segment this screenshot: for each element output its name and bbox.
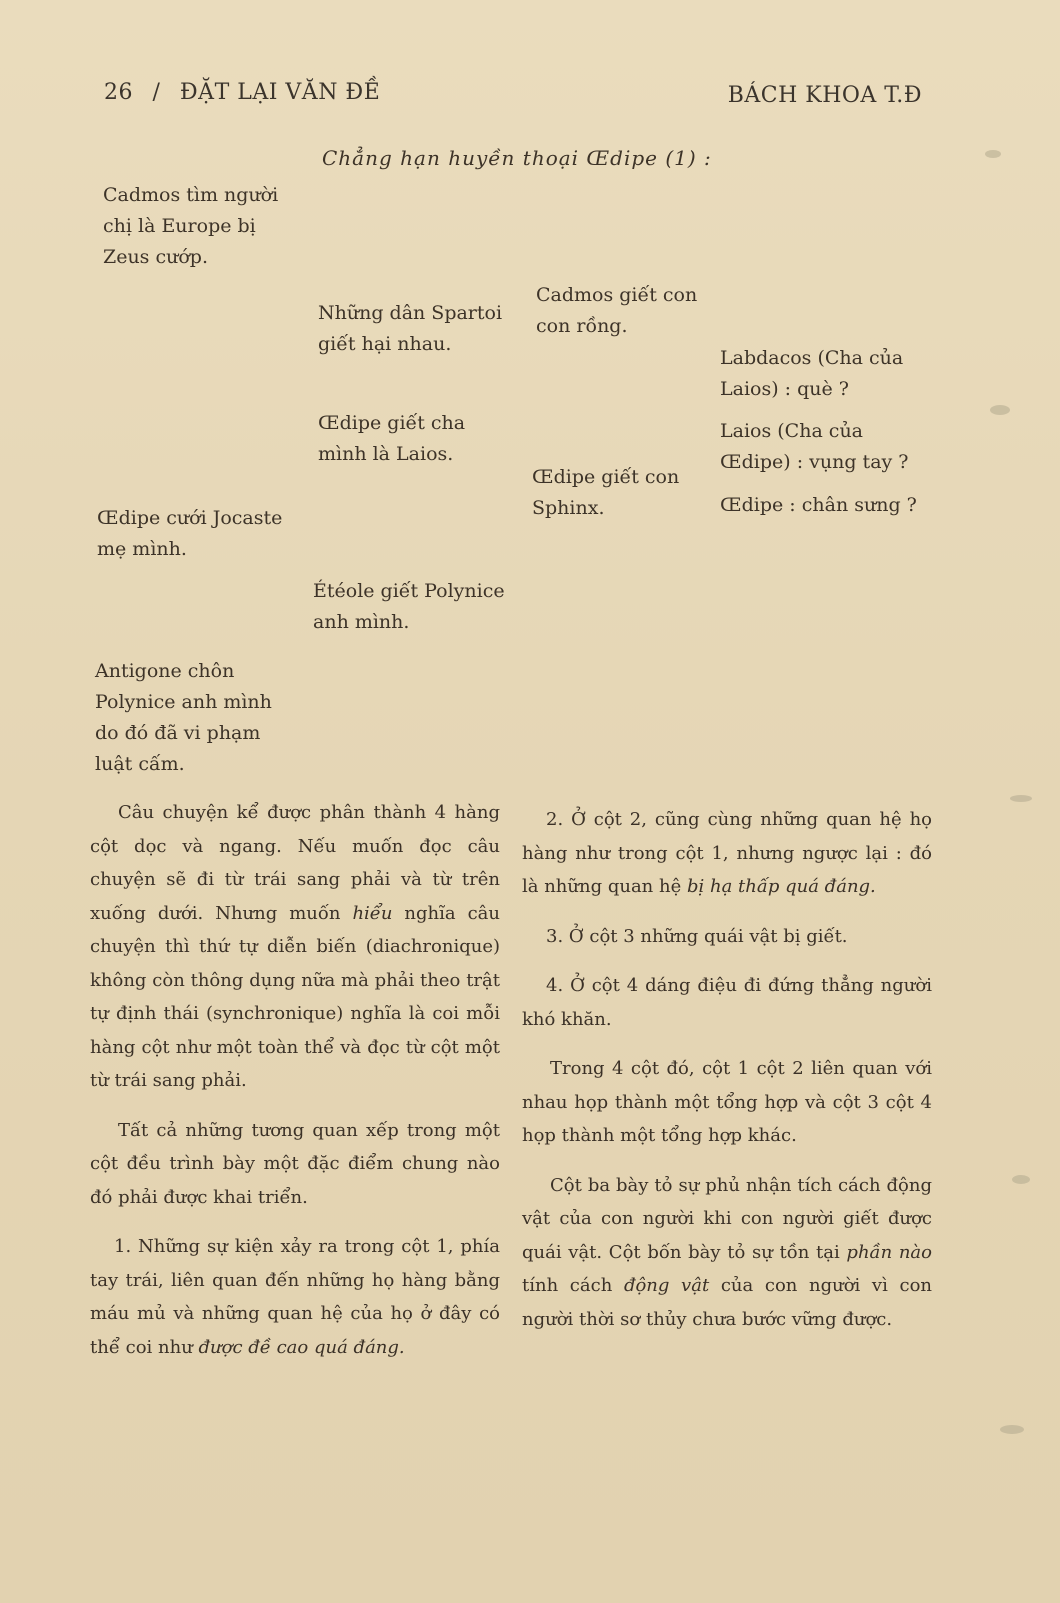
paragraph-text: nghĩa câu chuyện thì thứ tự diễn biến (diachronique) không còn thông dụng nữa mà phải theo trật tự định thái (synchronique) nghĩa là coi mỗi hàng cột như một toàn thể và đọc từ cột một từ trái sang phải. bbox=[90, 902, 500, 1091]
paragraph-text: 2. Ở cột 2, cũng cùng những quan hệ họ hàng như trong cột 1, nhưng ngược lại : đó là những quan hệ bbox=[522, 809, 932, 897]
paragraph-text: tính cách bbox=[522, 1275, 613, 1296]
paper-stain bbox=[990, 405, 1010, 415]
page-number: 26 bbox=[104, 80, 133, 105]
table-cell-col1-row1: Cadmos tìm người chị là Europe bị Zeus cướp. bbox=[103, 184, 279, 268]
list-item: 4. Ở cột 4 dáng điệu đi đứng thẳng người khó khăn. bbox=[522, 975, 932, 1030]
emphasis-text: phần nào bbox=[846, 1241, 932, 1263]
header-separator: / bbox=[152, 80, 161, 105]
list-item: 3. Ở cột 3 những quái vật bị giết. bbox=[546, 925, 848, 947]
table-cell-col2-row2: Những dân Spartoi giết hại nhau. bbox=[318, 302, 503, 355]
list-item bbox=[90, 1230, 500, 1364]
emphasis-text: động vật bbox=[623, 1275, 710, 1296]
table-cell-col3-row3: Œdipe giết con Sphinx. bbox=[532, 466, 680, 519]
paragraph-text: của con người vì con người thời sơ thủy chưa bước vững được. bbox=[522, 1275, 932, 1330]
running-header-left bbox=[104, 80, 380, 105]
paragraph-text: Cột ba bày tỏ sự phủ nhận tích cách động vật của con người khi con người giết được quái vật. Cột bốn bày tỏ sự tồn tại bbox=[522, 1174, 932, 1263]
section-title: ĐẶT LẠI VĂN ĐỀ bbox=[179, 80, 381, 105]
body-column-right bbox=[522, 803, 932, 1336]
table-cell-col1-row6: Antigone chôn Polynice anh mình do đó đã vi phạm luật cấm. bbox=[95, 660, 272, 775]
emphasis-text: được đề cao quá đáng. bbox=[198, 1336, 405, 1358]
paragraph-text: 1. Những sự kiện xảy ra trong cột 1, phía tay trái, liên quan đến những họ hàng bằng máu mủ và những quan hệ của họ ở đây có thể coi như bbox=[90, 1236, 500, 1358]
table-cell-col3-row2: Cadmos giết con con rồng. bbox=[536, 284, 698, 337]
emphasis-text: hiểu bbox=[352, 902, 393, 924]
running-header-publication: BÁCH KHOA T.Đ bbox=[727, 83, 922, 108]
table-cell-col1-row4: Œdipe cưới Jocaste mẹ mình. bbox=[97, 507, 283, 560]
paper-stain bbox=[1010, 795, 1032, 802]
list-item bbox=[522, 803, 932, 904]
paragraph: Trong 4 cột đó, cột 1 cột 2 liên quan với nhau họp thành một tổng hợp và cột 3 cột 4 họp thành một tổng hợp khác. bbox=[522, 1058, 932, 1146]
body-column-left bbox=[90, 796, 500, 1364]
paragraph-text: Câu chuyện kể được phân thành 4 hàng cột dọc và ngang. Nếu muốn đọc câu chuyện sẽ đi từ trái sang phải và từ trên xuống dưới. Nhưng muốn bbox=[90, 802, 500, 924]
paper-stain bbox=[1012, 1175, 1030, 1184]
intro-line: Chẳng hạn huyền thoại Œdipe (1) : bbox=[322, 146, 712, 170]
paper-stain bbox=[985, 150, 1001, 158]
paragraph: Tất cả những tương quan xếp trong một cột đều trình bày một đặc điểm chung nào đó phải được khai triển. bbox=[90, 1119, 500, 1208]
paragraph bbox=[90, 796, 500, 1098]
table-cell-col4-row1: Labdacos (Cha của Laios) : què ? bbox=[720, 347, 904, 400]
paragraph bbox=[522, 1169, 932, 1337]
table-cell-col2-row5: Étéole giết Polynice anh mình. bbox=[313, 580, 505, 633]
table-cell-col4-row3: Œdipe : chân sưng ? bbox=[720, 494, 917, 516]
table-cell-col4-row2: Laios (Cha của Œdipe) : vụng tay ? bbox=[720, 420, 909, 473]
emphasis-text: bị hạ thấp quá đáng. bbox=[686, 876, 876, 897]
paper-stain bbox=[1000, 1425, 1024, 1434]
table-cell-col2-row3: Œdipe giết cha mình là Laios. bbox=[318, 412, 466, 465]
